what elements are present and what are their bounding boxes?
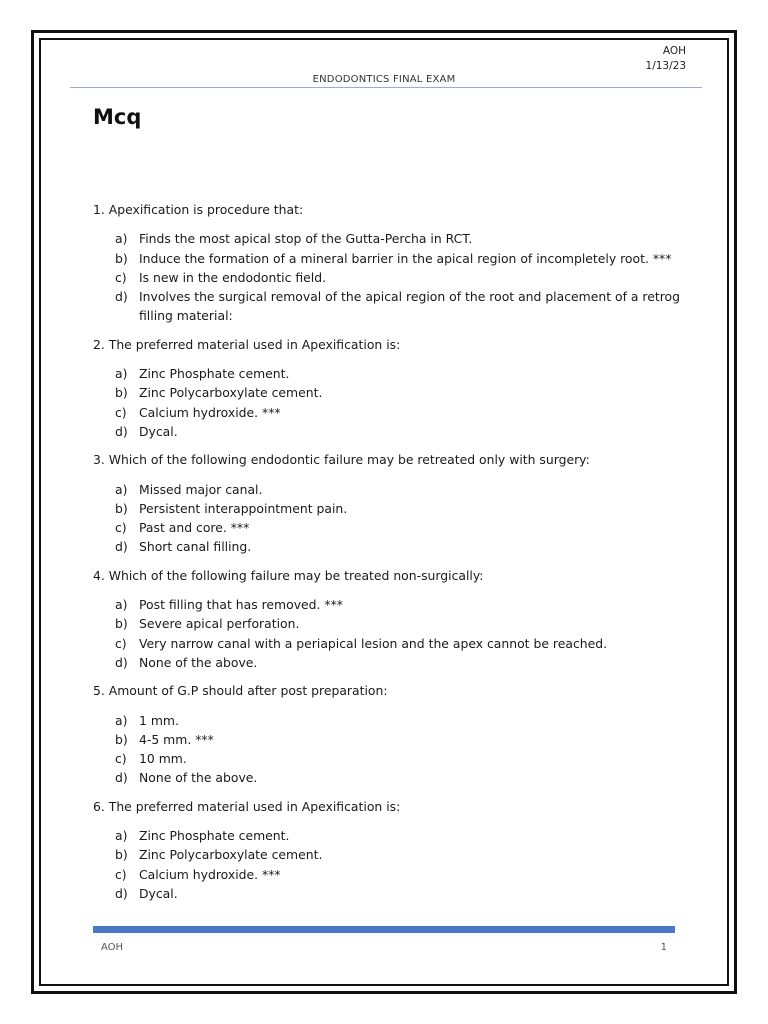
- header-rule: [70, 87, 702, 88]
- option-letter: b): [115, 731, 128, 747]
- option: [93, 480, 683, 499]
- option-letter: c): [115, 751, 127, 767]
- question-text: 5. Amount of G.P should after post preparation:: [93, 683, 388, 699]
- option-letter: b): [115, 616, 128, 632]
- option-text: Post filling that has removed. ***: [139, 597, 343, 613]
- option-text: Zinc Phosphate cement.: [139, 366, 290, 382]
- option: [93, 653, 683, 672]
- option-letter: c): [115, 635, 127, 651]
- option-letter: c): [115, 404, 127, 420]
- option-letter: d): [115, 885, 128, 901]
- option-list: [93, 826, 683, 903]
- page-title: Mcq: [93, 105, 142, 129]
- option-list: [93, 480, 683, 557]
- option: [93, 229, 683, 248]
- option: [93, 537, 683, 556]
- option: [93, 287, 683, 326]
- option-text: Zinc Polycarboxylate cement.: [139, 847, 323, 863]
- question-text: 1. Apexification is procedure that:: [93, 202, 304, 217]
- option-letter: a): [115, 231, 128, 247]
- option: [93, 634, 683, 653]
- question: [93, 450, 683, 556]
- option-letter: a): [115, 828, 128, 844]
- option: [93, 826, 683, 845]
- option: [93, 383, 683, 402]
- option-letter: b): [115, 847, 128, 863]
- option-text: Is new in the endodontic field.: [139, 269, 327, 285]
- option-text: Induce the formation of a mineral barrier in the apical region of incompletely root. ***: [139, 250, 672, 266]
- option-list: [93, 364, 683, 441]
- option-letter: a): [115, 481, 128, 497]
- option: [93, 403, 683, 422]
- question: [93, 681, 683, 787]
- option-letter: a): [115, 366, 128, 382]
- option: [93, 711, 683, 730]
- question-text: 2. The preferred material used in Apexification is:: [93, 336, 401, 352]
- option-letter: a): [115, 712, 128, 728]
- option-letter: b): [115, 250, 128, 266]
- question: [93, 566, 683, 672]
- option-letter: d): [115, 654, 128, 670]
- option-letter: c): [115, 866, 127, 882]
- question-list: [93, 200, 683, 912]
- option: [93, 422, 683, 441]
- option-text: Dycal.: [139, 885, 178, 901]
- question: [93, 335, 683, 441]
- header-title: ENDODONTICS FINAL EXAM: [312, 74, 456, 85]
- footer-rule: [93, 926, 675, 933]
- option: [93, 518, 683, 537]
- footer-author: AOH: [101, 942, 124, 953]
- option-text: Calcium hydroxide. ***: [139, 866, 281, 882]
- option-text: Persistent interappointment pain.: [139, 500, 348, 516]
- option-list: [93, 229, 683, 325]
- question-text: 4. Which of the following failure may be treated non-surgically:: [93, 567, 484, 583]
- option-text: Involves the surgical removal of the apical region of the root and placement of a retrog filling material:: [139, 289, 680, 324]
- question-text: 6. The preferred material used in Apexification is:: [93, 798, 401, 814]
- option: [93, 268, 683, 287]
- option: [93, 364, 683, 383]
- question-text: 3. Which of the following endodontic failure may be retreated only with surgery:: [93, 452, 590, 468]
- option-text: Dycal.: [139, 423, 178, 439]
- option-text: Missed major canal.: [139, 481, 263, 497]
- option-text: Short canal filling.: [139, 539, 252, 555]
- header-author: AOH: [662, 45, 686, 57]
- option-letter: d): [115, 289, 128, 305]
- option-text: Very narrow canal with a periapical lesion and the apex cannot be reached.: [139, 635, 608, 651]
- header-date: 1/13/23: [645, 60, 686, 72]
- option-letter: d): [115, 423, 128, 439]
- option-letter: b): [115, 385, 128, 401]
- option: [93, 865, 683, 884]
- option-letter: c): [115, 269, 127, 285]
- option-text: None of the above.: [139, 770, 258, 786]
- option: [93, 884, 683, 903]
- page-number: 1: [660, 942, 667, 953]
- option: [93, 730, 683, 749]
- question: [93, 200, 683, 326]
- option: [93, 499, 683, 518]
- option: [93, 614, 683, 633]
- header-meta: [646, 44, 686, 74]
- option-text: Calcium hydroxide. ***: [139, 404, 281, 420]
- option-text: Finds the most apical stop of the Gutta-Percha in RCT.: [139, 231, 473, 247]
- option-text: None of the above.: [139, 654, 258, 670]
- option-letter: c): [115, 520, 127, 536]
- option: [93, 768, 683, 787]
- option-letter: a): [115, 597, 128, 613]
- option-letter: d): [115, 770, 128, 786]
- option: [93, 249, 683, 268]
- option: [93, 749, 683, 768]
- option-text: 10 mm.: [139, 751, 187, 767]
- option-list: [93, 595, 683, 672]
- option-letter: d): [115, 539, 128, 555]
- option: [93, 845, 683, 864]
- option-text: Past and core. ***: [139, 520, 250, 536]
- option-text: 4-5 mm. ***: [139, 731, 214, 747]
- option-text: Zinc Polycarboxylate cement.: [139, 385, 323, 401]
- option-letter: b): [115, 500, 128, 516]
- option-text: Zinc Phosphate cement.: [139, 828, 290, 844]
- option-text: 1 mm.: [139, 712, 179, 728]
- option-text: Severe apical perforation.: [139, 616, 300, 632]
- option-list: [93, 711, 683, 788]
- question: [93, 797, 683, 903]
- option: [93, 595, 683, 614]
